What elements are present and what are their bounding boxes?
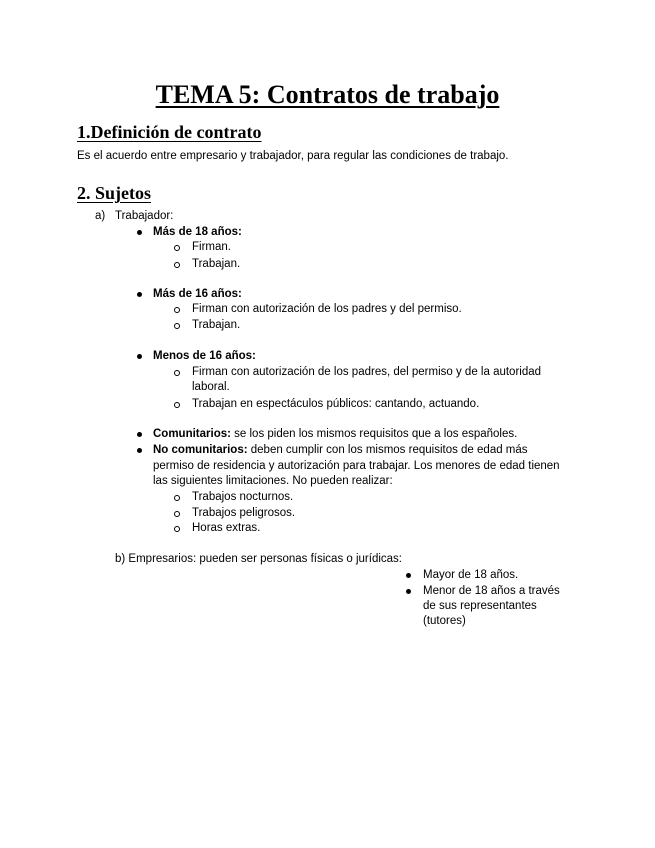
circle-bullet-icon	[174, 262, 180, 268]
trabajador-label: Trabajador:	[115, 210, 174, 222]
circle-bullet-icon	[174, 370, 180, 376]
circle-bullet-icon	[174, 402, 180, 408]
bullet-icon	[137, 354, 142, 359]
list-item: Menor de 18 años a través	[423, 585, 560, 597]
no-comunitarios-line	[153, 443, 528, 458]
circle-bullet-icon	[174, 526, 180, 532]
circle-bullet-icon	[174, 245, 180, 251]
list-item: Trabajan.	[192, 258, 241, 270]
no-comunitarios-text-line3: las siguientes limitaciones. No pueden realizar:	[153, 475, 393, 487]
empresarios-label: b) Empresarios: pueden ser personas físicas o jurídicas:	[115, 553, 402, 565]
bullet-icon	[137, 230, 142, 235]
list-item: Mayor de 18 años.	[423, 569, 519, 581]
circle-bullet-icon	[174, 323, 180, 329]
list-item: Firman con autorización de los padres, del permiso y de la autoridad	[192, 366, 542, 378]
no-comunitarios-text: deben cumplir con los mismos requisitos de edad más	[247, 444, 528, 456]
bullet-icon	[137, 432, 142, 437]
circle-bullet-icon	[174, 307, 180, 313]
no-comunitarios-label: No comunitarios:	[153, 444, 248, 456]
bullet-icon	[406, 573, 411, 578]
circle-bullet-icon	[174, 495, 180, 501]
bullet-icon	[137, 448, 142, 453]
list-item-continuation: laboral.	[192, 381, 230, 393]
section-heading-definicion: 1.Definición de contrato	[77, 122, 262, 142]
comunitarios-line	[153, 427, 517, 442]
comunitarios-text: se los piden los mismos requisitos que a los españoles.	[230, 428, 518, 440]
list-item-continuation: de sus representantes	[423, 600, 537, 612]
list-item: Firman.	[192, 241, 231, 253]
list-item: Firman con autorización de los padres y del permiso.	[192, 303, 462, 315]
mayor18-label: Más de 18 años:	[153, 226, 242, 238]
list-item: Trabajos nocturnos.	[192, 491, 294, 503]
list-item: Horas extras.	[192, 522, 261, 534]
bullet-icon	[406, 589, 411, 594]
page-title: TEMA 5: Contratos de trabajo	[155, 80, 500, 109]
mayor16-label: Más de 16 años:	[153, 288, 242, 300]
bullet-icon	[137, 292, 142, 297]
menor16-label: Menos de 16 años:	[153, 350, 256, 362]
comunitarios-label: Comunitarios:	[153, 428, 231, 440]
no-comunitarios-text-line2: permiso de residencia y autorización para trabajar. Los menores de edad tienen	[153, 460, 560, 472]
list-item-continuation: (tutores)	[423, 615, 466, 627]
list-marker-a: a)	[95, 210, 106, 222]
definition-text: Es el acuerdo entre empresario y trabajador, para regular las condiciones de trabajo.	[77, 150, 509, 162]
list-item: Trabajan.	[192, 319, 241, 331]
list-item: Trabajos peligrosos.	[192, 507, 296, 519]
section-heading-sujetos: 2. Sujetos	[77, 183, 152, 203]
circle-bullet-icon	[174, 511, 180, 517]
list-item: Trabajan en espectáculos públicos: cantando, actuando.	[192, 398, 480, 410]
